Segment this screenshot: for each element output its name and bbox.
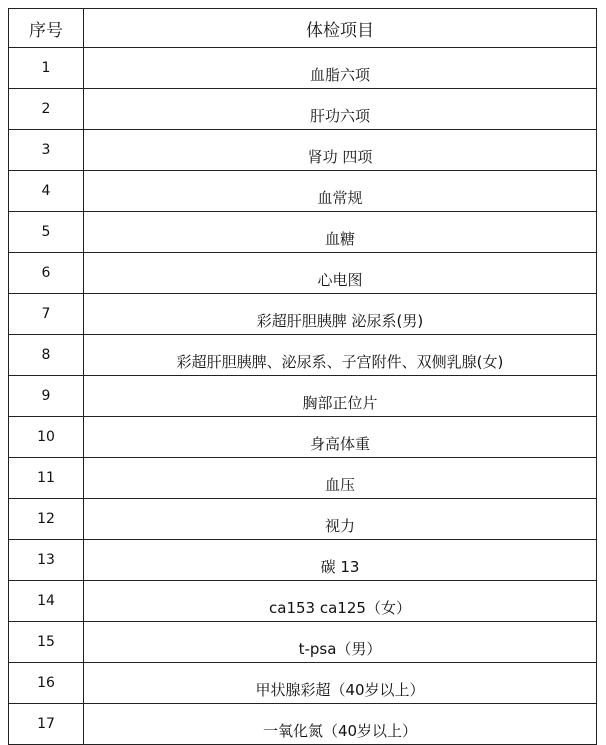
row-serial-number: 6 [9,253,84,294]
row-exam-item: 胸部正位片 [84,376,597,417]
row-serial-number: 2 [9,89,84,130]
table-row [9,130,597,171]
row-serial-number: 10 [9,417,84,458]
table-row [9,89,597,130]
row-exam-item: 彩超肝胆胰脾、泌尿系、子宫附件、双侧乳腺(女) [84,335,597,376]
row-exam-item: 身高体重 [84,417,597,458]
row-serial-number: 1 [9,48,84,89]
exam-items-table [8,8,597,745]
row-serial-number: 11 [9,458,84,499]
row-exam-item: t-psa（男） [84,622,597,663]
table-row [9,212,597,253]
row-exam-item: 彩超肝胆胰脾 泌尿系(男) [84,294,597,335]
row-exam-item: 甲状腺彩超（40岁以上） [84,663,597,704]
row-serial-number: 7 [9,294,84,335]
table-body [9,48,597,745]
header-exam-item: 体检项目 [84,9,597,48]
row-exam-item: 肝功六项 [84,89,597,130]
table-row [9,540,597,581]
row-exam-item: 肾功 四项 [84,130,597,171]
row-exam-item: 血常规 [84,171,597,212]
row-serial-number: 5 [9,212,84,253]
row-exam-item: 血糖 [84,212,597,253]
row-serial-number: 13 [9,540,84,581]
row-serial-number: 14 [9,581,84,622]
row-exam-item: 心电图 [84,253,597,294]
row-serial-number: 16 [9,663,84,704]
table-row [9,335,597,376]
table-row [9,458,597,499]
table-row [9,417,597,458]
row-serial-number: 8 [9,335,84,376]
row-exam-item: 血脂六项 [84,48,597,89]
row-serial-number: 4 [9,171,84,212]
row-exam-item: 一氧化氮（40岁以上） [84,704,597,745]
row-exam-item: 视力 [84,499,597,540]
table-row [9,253,597,294]
table-row [9,376,597,417]
row-serial-number: 3 [9,130,84,171]
row-serial-number: 17 [9,704,84,745]
table-row [9,294,597,335]
row-exam-item: 碳 13 [84,540,597,581]
row-exam-item: ca153 ca125（女） [84,581,597,622]
table-row [9,48,597,89]
table-row [9,663,597,704]
table-row [9,704,597,745]
row-exam-item: 血压 [84,458,597,499]
row-serial-number: 15 [9,622,84,663]
row-serial-number: 12 [9,499,84,540]
table-header-row [9,9,597,48]
row-serial-number: 9 [9,376,84,417]
table-row [9,171,597,212]
header-serial-number: 序号 [9,9,84,48]
table-row [9,622,597,663]
table-row [9,499,597,540]
table-row [9,581,597,622]
